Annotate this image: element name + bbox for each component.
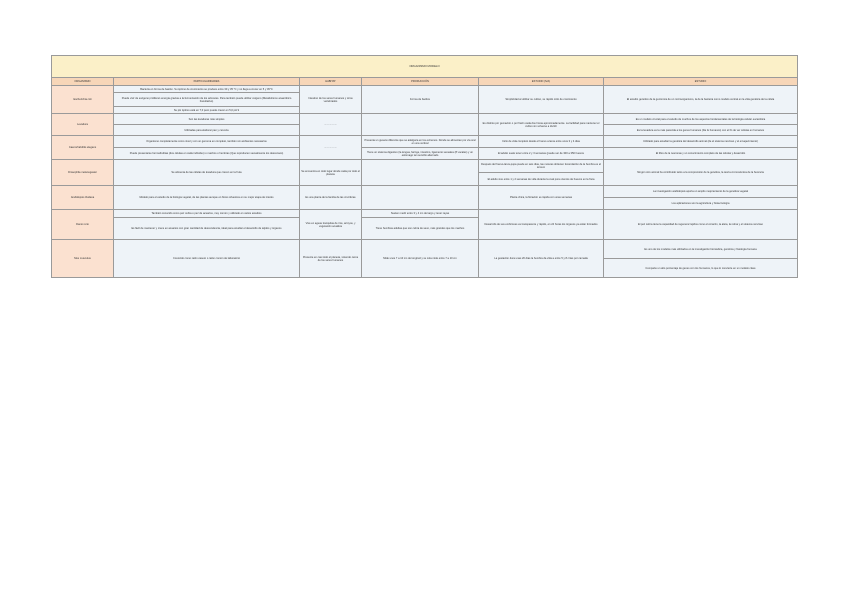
organism-name: Mus musculus: [52, 240, 114, 278]
study-sa-cell: La gestación dura unas 20 días la hembra da vida a entre 5 y 8 crías por camada: [479, 240, 604, 278]
study-cell: Es uno de los modelos más utilizados en la investigación biomédica, genética y fisiología humana: [604, 240, 798, 259]
habitat-cell: Es una planta de la familia de las crucíferas: [300, 186, 362, 210]
production-cell: [362, 186, 479, 210]
study-cell: Ningún otro animal ha contribuido tanto a la comprensión de la genética, la teoría cromosómica de la herencia: [604, 160, 798, 186]
particularity-cell: Bacteria en forma de bastón. Su óptimo de crecimiento se produce entre 30 y 35 °C y no llega a crecer en 5 y 45°C: [114, 86, 300, 93]
study-cell: Es la levadura es la más parecida a los genes humanos (Da fe humanos) con el fin de ver células en humanos: [604, 125, 798, 136]
particularity-cell: Modelo para el estudio de la biología vegetal, de las plantas aunque en flores silvestres en su mejor etapa de interés: [114, 186, 300, 210]
study-cell: Los aplicaciones son la agricultura y biotecnología: [604, 198, 798, 210]
study-cell: El estudio genético de la genómica de un microorganismo, la de la bacteria como modelo central en la vida genética de la célula: [604, 86, 798, 114]
study-cell: Utilizado para estudiar la genética del desarrollo animal (de el sistema nervioso y el envejecimiento): [604, 136, 798, 148]
production-cell: Tiene un sistema digestivo (la lengua, faringe, intestino, ligamento sexuales (8 vocales) y un estómago tan sencillo alternado: [362, 148, 479, 160]
header-habitat: HABITAT: [300, 78, 362, 86]
header-particularidades: PARTICULARIDADES: [114, 78, 300, 86]
header-organismo: ORGANISMO: [52, 78, 114, 86]
production-cell: [362, 114, 479, 136]
study-cell: El pez cebra tiene la capacidad de regenerar tejidos como el corazón, la aleta, la retina y el sistema nervioso: [604, 210, 798, 240]
particularity-cell: Conocido como ratón casero o ratón común de laboratorio: [114, 240, 300, 278]
habitat-cell: Presente en casi todo el planeta, viviendo cerca de los seres humanos: [300, 240, 362, 278]
particularity-cell: Se alimenta de las células de levadura que crecen en la fruta: [114, 160, 300, 186]
study-cell: Es un modelo crucial para el estudio de muchos de los aspectos fundamentales de la biología celular eucariótica: [604, 114, 798, 125]
particularity-cell: Es fácil de mantener y crece en acuarios con gran cantidad de descendencia, ideal para estudiar el desarrollo de tejidos y órganos: [114, 218, 300, 240]
production-cell: Tiene hembras adultas que son cebra de sexo, más grandes que los machos: [362, 218, 479, 240]
study-sa-cell: Desarrollo de sus embriones es transparente y rápido, en 24 horas los órganos ya están formados: [479, 210, 604, 240]
particularity-cell: También conocido como pez cebra o pez de acuarios, muy común y utilizado en varios estudios: [114, 210, 300, 218]
habitat-cell: Intestino de los seres humanos y otros vertebrados: [300, 86, 362, 114]
particularity-cell: Utilizadas para elaborar pan y cerveza: [114, 125, 300, 136]
particularity-cell: Son las levaduras más simples: [114, 114, 300, 125]
production-cell: Presenta un gusano diferente que se adelgaza en los extremos. Donde se alimentan por vía oral en una vertical: [362, 136, 479, 148]
organism-name: Arabidopsis thaliana: [52, 186, 114, 210]
study-sa-cell: El adulto vive entre 1 y 2 semanas de vida durante la cual pone cientos de huevos en la fruta: [479, 173, 604, 186]
study-sa-cell: Después del huevo-larva-pupa puede en seis días, las moscas obtienen fecundación de la hembra es el tercero: [479, 160, 604, 173]
particularity-cell: Puede presentarse hermafroditas (dos células en cada individuo) o machos o hembras (Que reproducen sexualmente los descensos): [114, 148, 300, 160]
study-cell: La investigación arabidopsis aporta un amplio mejoramiento de la genética vegetal: [604, 186, 798, 198]
study-sa-cell: El adulto suele tener entre 2 y 3 semanas (puede ser de 300 a 350 huevos: [479, 148, 604, 160]
habitat-cell: Vive en aguas tranquilas de ríos, arroyos, y vegetación acuática: [300, 210, 362, 240]
production-cell: Forma de bacilos: [362, 86, 479, 114]
study-cell: El libre de la neuronas y un conocimiento completo de las células y desarrollo: [604, 148, 798, 160]
habitat-cell: ..................: [300, 114, 362, 136]
production-cell: [362, 160, 479, 186]
study-sa-cell: Planta chica, la floración es rápida con unas semanas: [479, 186, 604, 210]
particularity-cell: Puede vivir de exógeno proliferan energía gracias a la fermentación de los azúcares. Para también puede utilizar oxígeno (Metabolismo anaeróbico Facultativo): [114, 93, 300, 107]
study-sa-cell: Es distinto por gemación o por fisión cada dos horas aproximadamente. La facilidad para mantener el cultivo sin volverse a dividir: [479, 114, 604, 136]
organism-name: Danio rerio: [52, 210, 114, 240]
organism-name: Caenorhabditis elegans: [52, 136, 114, 160]
habitat-cell: ..................: [300, 136, 362, 160]
header-produccion: PRODUCCIÓN: [362, 78, 479, 86]
study-cell: Comparte un alto porcentaje de genes con los humanos, lo que lo convierte en un modelo clave: [604, 259, 798, 278]
particularity-cell: Su pH óptimo está en 7,0 pero puede crecer en 5,0 pH 9: [114, 107, 300, 114]
production-cell: Suelen medir entre 3 y 4 cm de largo y tener rayas: [362, 210, 479, 218]
header-estudio: ESTUDIO: [604, 78, 798, 86]
habitat-cell: Se encuentra en todo lugar donde cada por todo el planeta: [300, 160, 362, 186]
particularity-cell: Organismo completamente como nivel y con un genoma en completo, también sin ambientes necesarios: [114, 136, 300, 148]
production-cell: Mide unos 7 a 10 cm de longitud y su cola mide entre 7 a 10 cm: [362, 240, 479, 278]
study-sa-cell: Simplicidad al utilizar su cultivo, su rápido ciclo de crecimiento: [479, 86, 604, 114]
header-estudio-sa: ESTUDIO (S/A): [479, 78, 604, 86]
organism-name: Levadura: [52, 114, 114, 136]
table-title: ORGANISMO MODELO: [52, 56, 798, 78]
model-organism-table: [51, 55, 798, 278]
study-sa-cell: Ciclo de vida completo desde el huevo a larva entre unos 3 y 4 días: [479, 136, 604, 148]
organism-name: Drosophila melanogaster: [52, 160, 114, 186]
organism-name: Escherichia coli: [52, 86, 114, 114]
